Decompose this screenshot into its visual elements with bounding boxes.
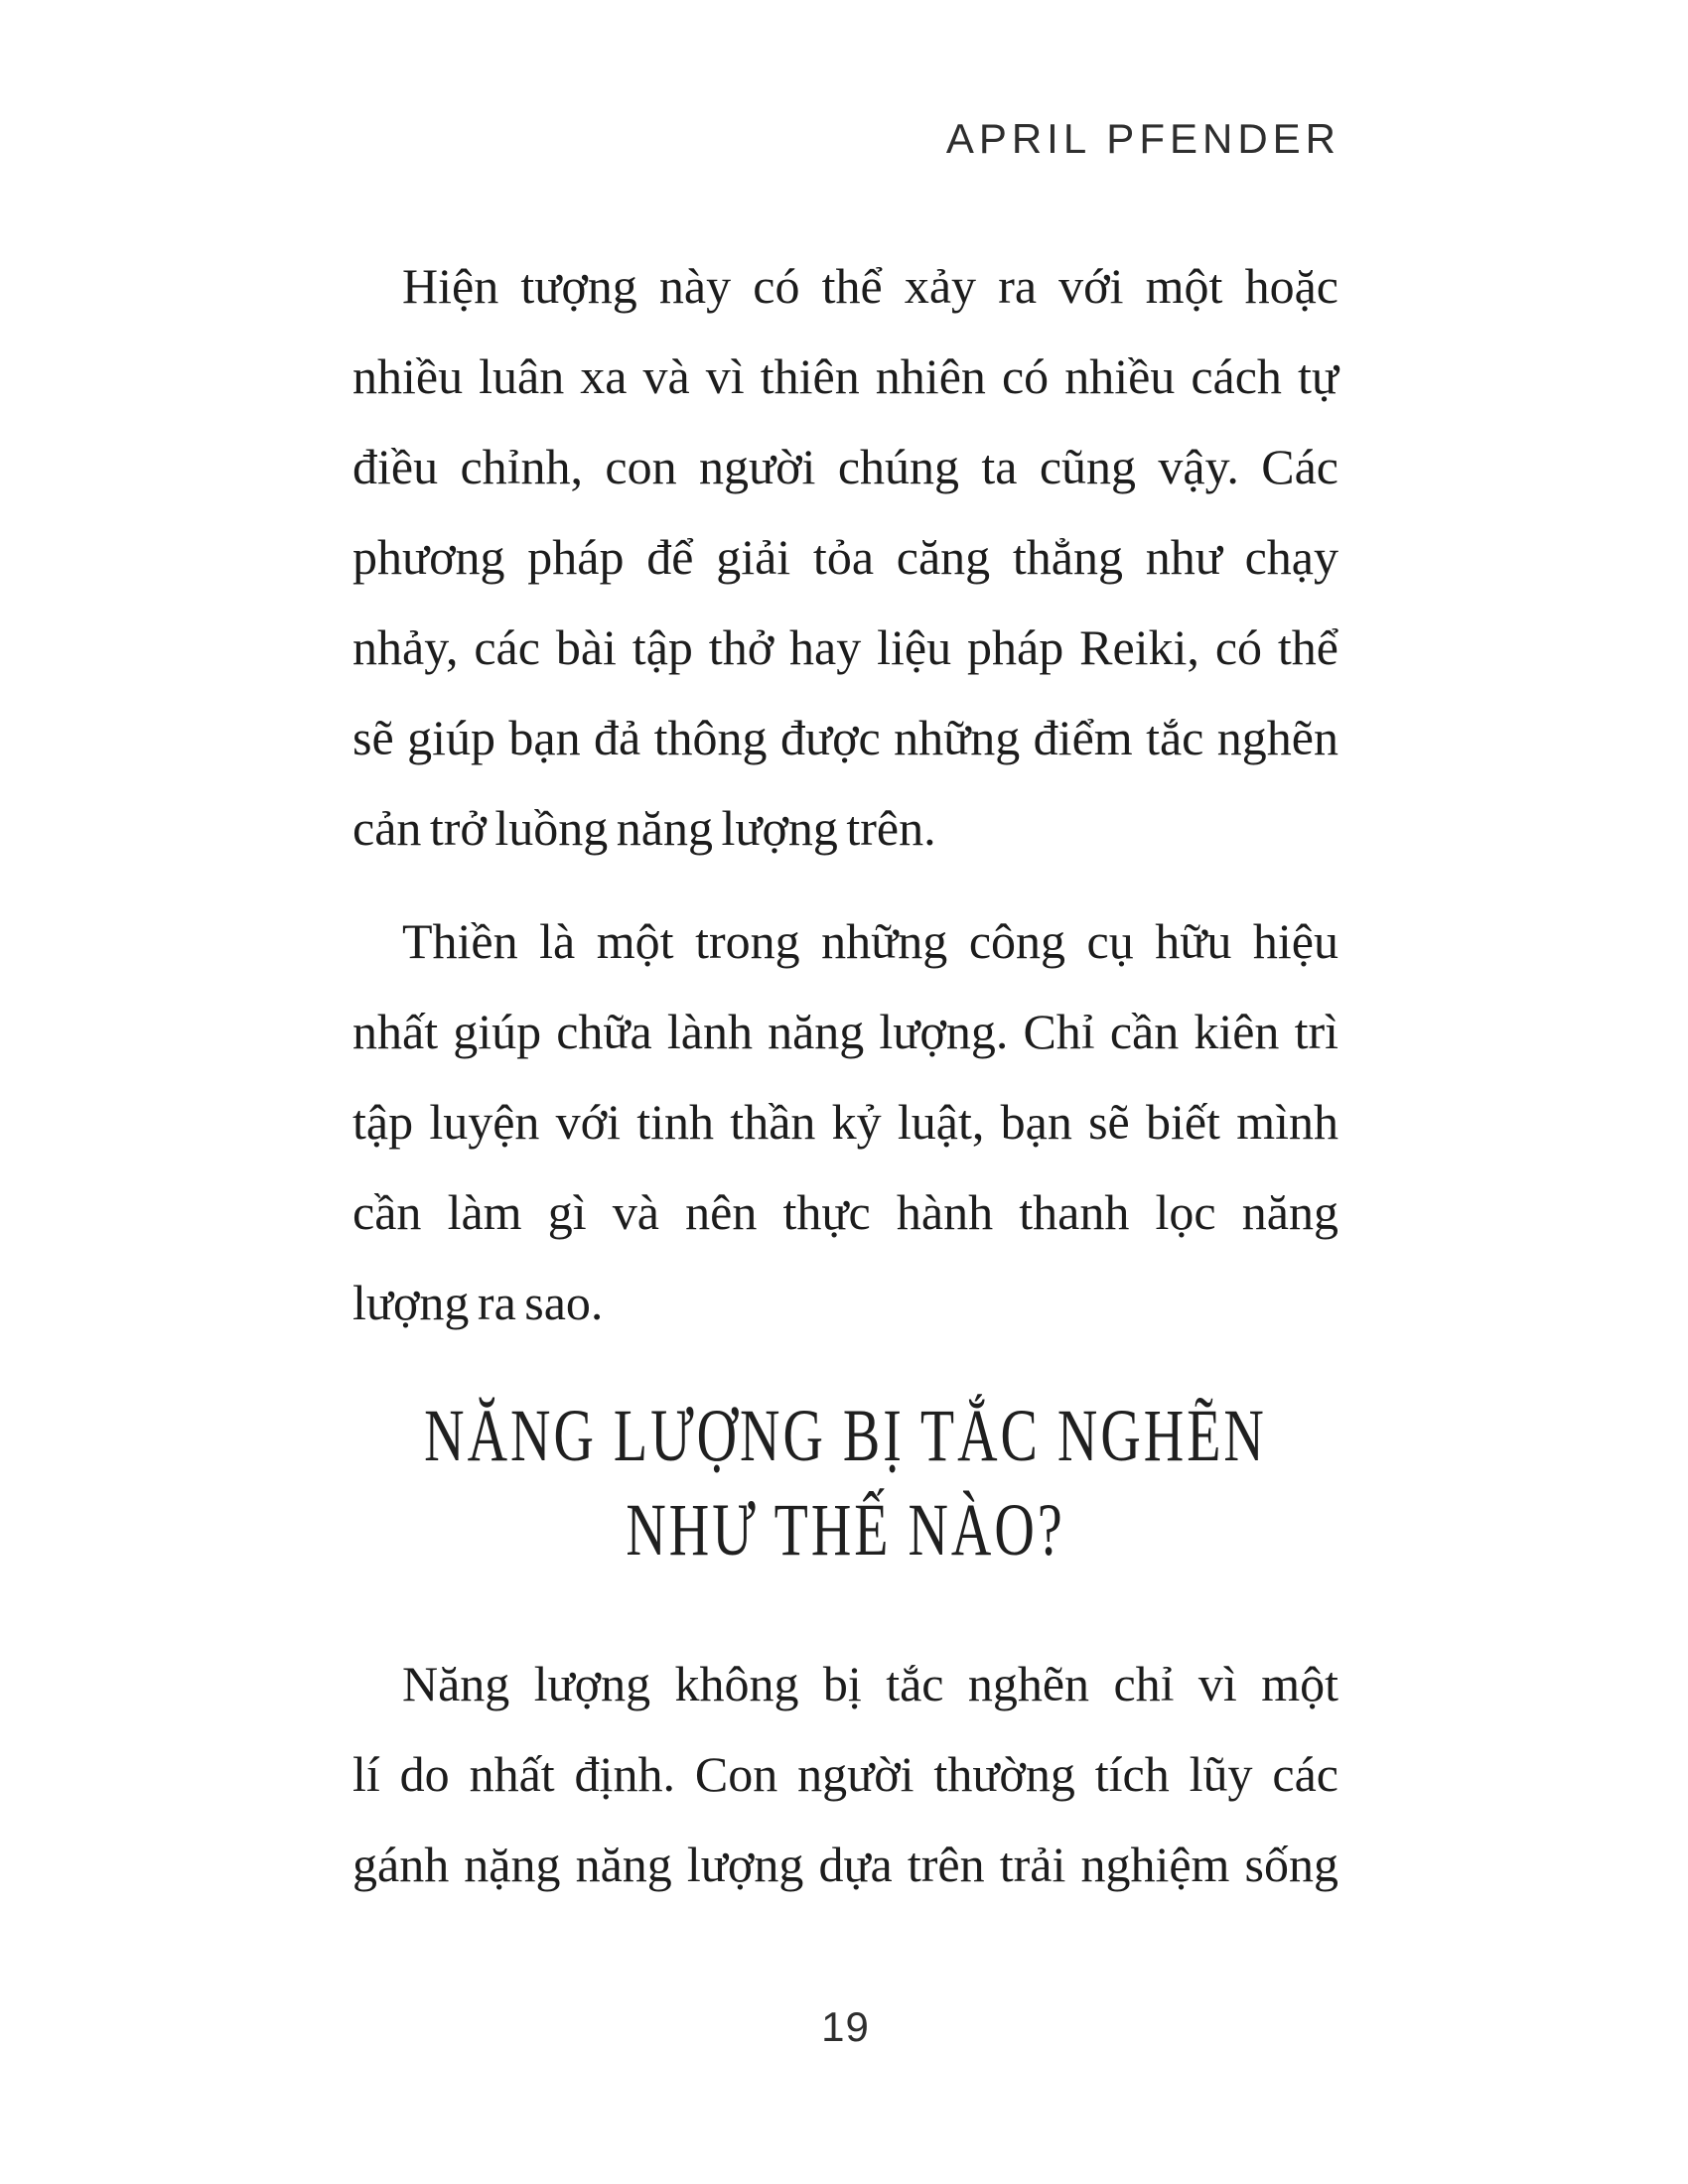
body-line: lượng ra sao. — [352, 1275, 604, 1330]
page-number: 19 — [821, 2003, 870, 2050]
body-line: nhất giúp chữa lành năng lượng. Chỉ cần kiên trì — [352, 1004, 1338, 1059]
running-header-author: APRIL PFENDER — [945, 115, 1340, 162]
body-line: tập luyện với tinh thần kỷ luật, bạn sẽ biết mình — [352, 1094, 1338, 1150]
body-line: cản trở luồng năng lượng trên. — [352, 800, 936, 856]
body-line: điều chỉnh, con người chúng ta cũng vậy. Các — [352, 439, 1338, 494]
body-line: Năng lượng không bị tắc nghẽn chỉ vì một — [402, 1656, 1338, 1711]
paragraph — [352, 1639, 1338, 1910]
body-line: gánh nặng năng lượng dựa trên trải nghiệm sống — [352, 1837, 1338, 1892]
body-line: Hiện tượng này có thể xảy ra với một hoặc — [402, 258, 1338, 314]
body-line: sẽ giúp bạn đả thông được những điểm tắc nghẽn — [352, 710, 1338, 765]
body-line: Thiền là một trong những công cụ hữu hiệu — [402, 913, 1338, 969]
section-heading — [352, 1390, 1338, 1578]
body-line: phương pháp để giải tỏa căng thẳng như chạy — [352, 529, 1338, 585]
paragraph — [352, 896, 1338, 1348]
body-line: nhiều luân xa và vì thiên nhiên có nhiều cách tự — [352, 348, 1338, 404]
paragraph — [352, 241, 1338, 874]
body-line: cần làm gì và nên thực hành thanh lọc năng — [352, 1184, 1338, 1240]
section-heading-line-2: NHƯ THẾ NÀO? — [626, 1488, 1065, 1572]
section-heading-line-1: NĂNG LƯỢNG BỊ TẮC NGHẼN — [424, 1394, 1267, 1478]
body-line: lí do nhất định. Con người thường tích lũy các — [352, 1746, 1338, 1802]
body-line: nhảy, các bài tập thở hay liệu pháp Reiki, có thể — [352, 619, 1338, 675]
